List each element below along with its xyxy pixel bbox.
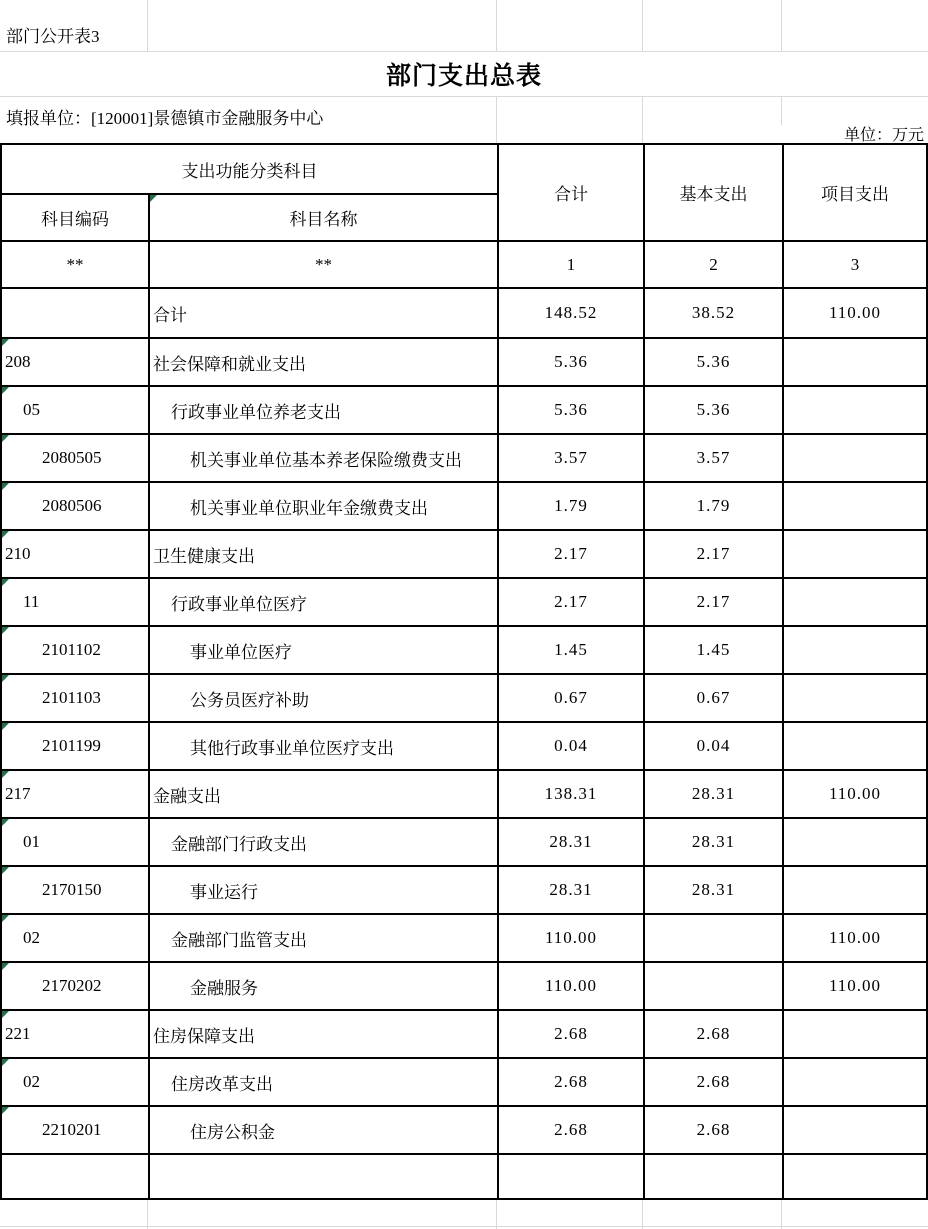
subject-name: 机关事业单位职业年金缴费支出: [190, 498, 428, 518]
table-row: [1, 1010, 927, 1058]
subject-name: 住房公积金: [190, 1122, 275, 1142]
table-row: [1, 482, 927, 530]
project-expenditure-cell[interactable]: 110.00: [783, 770, 927, 818]
expenditure-table-body: [1, 144, 927, 1199]
basic-expenditure-cell[interactable]: 38.52: [644, 288, 783, 338]
total-cell[interactable]: 3.57: [498, 434, 644, 482]
total-cell[interactable]: 28.31: [498, 818, 644, 866]
table-row: [1, 674, 927, 722]
unit-note: 单位：万元: [843, 127, 924, 144]
basic-expenditure-cell[interactable]: 2.68: [644, 1010, 783, 1058]
project-expenditure-cell[interactable]: [783, 818, 927, 866]
project-expenditure-cell[interactable]: [783, 386, 927, 434]
subject-code-cell[interactable]: [1, 578, 149, 626]
subject-code: 2101103: [42, 688, 101, 707]
gridline: [0, 1226, 928, 1227]
expenditure-table: [0, 143, 928, 1200]
subject-name: 住房改革支出: [171, 1074, 273, 1094]
subject-code-cell[interactable]: [1, 386, 149, 434]
table-row: [1, 530, 927, 578]
error-indicator-icon: [150, 195, 157, 202]
subject-code: 2170202: [42, 976, 102, 995]
subject-code: 217: [5, 784, 31, 803]
table-row: [1, 1106, 927, 1154]
project-expenditure-cell[interactable]: [783, 1010, 927, 1058]
table-row: [1, 1154, 927, 1199]
basic-expenditure-cell[interactable]: 1.79: [644, 482, 783, 530]
error-indicator-icon: [2, 1107, 9, 1114]
basic-expenditure-cell[interactable]: 5.36: [644, 338, 783, 386]
subject-code: 2170150: [42, 880, 102, 899]
subject-name: 机关事业单位基本养老保险缴费支出: [190, 450, 462, 470]
gridline: [642, 0, 643, 51]
header-function-group[interactable]: 支出功能分类科目: [1, 144, 498, 194]
basic-expenditure-cell[interactable]: [644, 1154, 783, 1199]
gridline: [496, 0, 497, 51]
subject-name: 行政事业单位养老支出: [171, 402, 341, 422]
header-subject-name[interactable]: [149, 194, 498, 241]
subject-code-cell[interactable]: [1, 914, 149, 962]
total-cell[interactable]: [498, 1154, 644, 1199]
table-row: [1, 1058, 927, 1106]
subject-name: 公务员医疗补助: [190, 690, 309, 710]
table-row: [1, 434, 927, 482]
error-indicator-icon: [2, 435, 9, 442]
subject-name: 金融部门行政支出: [171, 834, 307, 854]
basic-expenditure-cell[interactable]: [644, 962, 783, 1010]
subject-code: 11: [23, 592, 40, 611]
error-indicator-icon: [2, 531, 9, 538]
reporting-unit: 填报单位：[120001]景德镇市金融服务中心: [6, 109, 324, 128]
subject-code-cell[interactable]: [1, 962, 149, 1010]
subject-code-cell[interactable]: [1, 482, 149, 530]
subject-code-cell[interactable]: [1, 770, 149, 818]
error-indicator-icon: [2, 723, 9, 730]
subject-code-cell[interactable]: [1, 434, 149, 482]
project-expenditure-cell[interactable]: [783, 530, 927, 578]
table-row: [1, 914, 927, 962]
subject-name: 其他行政事业单位医疗支出: [190, 738, 394, 758]
table-row: [1, 818, 927, 866]
error-indicator-icon: [2, 1011, 9, 1018]
error-indicator-icon: [2, 627, 9, 634]
gridline: [496, 97, 497, 143]
header-total[interactable]: 合计: [498, 144, 644, 241]
subject-code: 2101102: [42, 640, 101, 659]
error-indicator-icon: [2, 963, 9, 970]
subject-name: 金融部门监管支出: [171, 930, 307, 950]
subject-name: 金融服务: [190, 978, 258, 998]
gridline: [781, 97, 782, 125]
basic-expenditure-cell[interactable]: 3.57: [644, 434, 783, 482]
basic-expenditure-cell[interactable]: 28.31: [644, 818, 783, 866]
project-expenditure-cell[interactable]: [783, 578, 927, 626]
total-cell[interactable]: 0.04: [498, 722, 644, 770]
subject-name-cell[interactable]: [149, 770, 498, 818]
project-expenditure-cell[interactable]: [783, 482, 927, 530]
subject-name-cell[interactable]: [149, 434, 498, 482]
total-cell[interactable]: 28.31: [498, 866, 644, 914]
subject-code-cell[interactable]: [1, 674, 149, 722]
subject-name-cell[interactable]: [149, 578, 498, 626]
gridline: [0, 51, 928, 52]
subject-code: 2080506: [42, 496, 102, 515]
error-indicator-icon: [2, 387, 9, 394]
table-row: [1, 770, 927, 818]
project-expenditure-cell[interactable]: [783, 626, 927, 674]
subject-code: 2080505: [42, 448, 102, 467]
gridline: [147, 1200, 148, 1229]
basic-expenditure-cell[interactable]: 28.31: [644, 770, 783, 818]
total-cell[interactable]: 5.36: [498, 338, 644, 386]
project-expenditure-cell[interactable]: [783, 1154, 927, 1199]
total-cell[interactable]: 0.67: [498, 674, 644, 722]
error-indicator-icon: [2, 867, 9, 874]
subject-code-cell[interactable]: [1, 288, 149, 338]
subject-code: 210: [5, 544, 31, 563]
basic-expenditure-cell[interactable]: 5.36: [644, 386, 783, 434]
error-indicator-icon: [2, 915, 9, 922]
subject-name-cell[interactable]: [149, 1106, 498, 1154]
total-cell[interactable]: 1.79: [498, 482, 644, 530]
subject-name-cell[interactable]: [149, 1010, 498, 1058]
total-cell[interactable]: 110.00: [498, 914, 644, 962]
basic-expenditure-cell[interactable]: 2.68: [644, 1106, 783, 1154]
subject-name-cell[interactable]: [149, 914, 498, 962]
subject-code: 2101199: [42, 736, 101, 755]
header-subject-code[interactable]: 科目编码: [1, 194, 149, 241]
subject-code-cell[interactable]: [1, 866, 149, 914]
subject-code-cell[interactable]: [1, 626, 149, 674]
total-cell[interactable]: 2.17: [498, 578, 644, 626]
table-row: [1, 962, 927, 1010]
subject-code: 05: [23, 400, 40, 419]
subject-name-cell[interactable]: [149, 386, 498, 434]
total-cell[interactable]: 5.36: [498, 386, 644, 434]
basic-expenditure-cell[interactable]: 28.31: [644, 866, 783, 914]
project-expenditure-cell[interactable]: [783, 1106, 927, 1154]
header-col-number[interactable]: 3: [783, 241, 927, 288]
gridline: [642, 1200, 643, 1229]
subject-name: 事业单位医疗: [190, 642, 292, 662]
basic-expenditure-cell[interactable]: 0.04: [644, 722, 783, 770]
table-row: [1, 338, 927, 386]
basic-expenditure-cell[interactable]: 1.45: [644, 626, 783, 674]
error-indicator-icon: [2, 771, 9, 778]
subject-code: 221: [5, 1024, 31, 1043]
project-expenditure-cell[interactable]: [783, 674, 927, 722]
table-row: [1, 626, 927, 674]
subject-name: 金融支出: [153, 786, 221, 806]
subject-code-cell[interactable]: [1, 1058, 149, 1106]
project-expenditure-cell[interactable]: 110.00: [783, 962, 927, 1010]
subject-name: 行政事业单位医疗: [171, 594, 307, 614]
subject-code: 02: [23, 1072, 40, 1091]
subject-name: 社会保障和就业支出: [153, 354, 306, 374]
project-expenditure-cell[interactable]: 110.00: [783, 288, 927, 338]
error-indicator-icon: [2, 483, 9, 490]
total-cell[interactable]: 2.68: [498, 1106, 644, 1154]
project-expenditure-cell[interactable]: [783, 1058, 927, 1106]
basic-expenditure-cell[interactable]: 2.68: [644, 1058, 783, 1106]
basic-expenditure-cell[interactable]: 2.17: [644, 530, 783, 578]
table-row: [1, 386, 927, 434]
page-title: 部门支出总表: [385, 63, 542, 90]
subject-code-cell[interactable]: [1, 818, 149, 866]
error-indicator-icon: [2, 339, 9, 346]
gridline: [0, 96, 928, 97]
subject-name-cell[interactable]: [149, 1058, 498, 1106]
basic-expenditure-cell[interactable]: [644, 914, 783, 962]
subject-name-cell[interactable]: [149, 482, 498, 530]
error-indicator-icon: [2, 819, 9, 826]
project-expenditure-cell[interactable]: [783, 722, 927, 770]
table-row: [1, 288, 927, 338]
subject-code-cell[interactable]: [1, 530, 149, 578]
gridline: [781, 1200, 782, 1229]
error-indicator-icon: [2, 579, 9, 586]
subject-name-cell[interactable]: [149, 722, 498, 770]
subject-code: 01: [23, 832, 40, 851]
project-expenditure-cell[interactable]: [783, 866, 927, 914]
subject-name-cell[interactable]: [149, 1154, 498, 1199]
total-cell[interactable]: 2.68: [498, 1010, 644, 1058]
subject-name-cell[interactable]: [149, 626, 498, 674]
subject-name-cell[interactable]: [149, 288, 498, 338]
gridline: [147, 0, 148, 51]
total-cell[interactable]: 2.17: [498, 530, 644, 578]
error-indicator-icon: [2, 675, 9, 682]
basic-expenditure-cell[interactable]: 0.67: [644, 674, 783, 722]
total-cell[interactable]: 138.31: [498, 770, 644, 818]
header-code-placeholder[interactable]: **: [1, 241, 149, 288]
total-cell[interactable]: 110.00: [498, 962, 644, 1010]
project-expenditure-cell[interactable]: [783, 338, 927, 386]
basic-expenditure-cell[interactable]: 2.17: [644, 578, 783, 626]
header-row-numbers: [1, 241, 927, 288]
table-row: [1, 578, 927, 626]
header-subject-name-label: 科目名称: [289, 210, 358, 229]
sheet-label: 部门公开表3: [6, 27, 100, 46]
gridline: [642, 97, 643, 143]
table-row: [1, 722, 927, 770]
subject-name-cell[interactable]: [149, 962, 498, 1010]
table-row: [1, 866, 927, 914]
subject-name-cell[interactable]: [149, 530, 498, 578]
total-cell[interactable]: 1.45: [498, 626, 644, 674]
subject-name: 合计: [153, 305, 187, 325]
header-project-expenditure[interactable]: 项目支出: [783, 144, 927, 241]
subject-code-cell[interactable]: [1, 722, 149, 770]
header-col-number[interactable]: 2: [644, 241, 783, 288]
header-name-placeholder[interactable]: **: [149, 241, 498, 288]
subject-name: 事业运行: [190, 882, 258, 902]
subject-code: 02: [23, 928, 40, 947]
header-basic-expenditure[interactable]: 基本支出: [644, 144, 783, 241]
subject-name-cell[interactable]: [149, 674, 498, 722]
project-expenditure-cell[interactable]: 110.00: [783, 914, 927, 962]
gridline: [496, 1200, 497, 1229]
header-row-group: [1, 144, 927, 194]
header-col-number[interactable]: 1: [498, 241, 644, 288]
subject-code-cell[interactable]: [1, 338, 149, 386]
subject-name-cell[interactable]: [149, 866, 498, 914]
subject-name-cell[interactable]: [149, 338, 498, 386]
project-expenditure-cell[interactable]: [783, 434, 927, 482]
subject-code: 208: [5, 352, 31, 371]
subject-name: 住房保障支出: [153, 1026, 255, 1046]
subject-code-cell[interactable]: [1, 1010, 149, 1058]
subject-code: 2210201: [42, 1120, 102, 1139]
total-cell[interactable]: 148.52: [498, 288, 644, 338]
subject-name-cell[interactable]: [149, 818, 498, 866]
total-cell[interactable]: 2.68: [498, 1058, 644, 1106]
gridline: [781, 0, 782, 51]
subject-name: 卫生健康支出: [153, 546, 255, 566]
error-indicator-icon: [2, 1059, 9, 1066]
subject-code-cell[interactable]: [1, 1154, 149, 1199]
subject-code-cell[interactable]: [1, 1106, 149, 1154]
